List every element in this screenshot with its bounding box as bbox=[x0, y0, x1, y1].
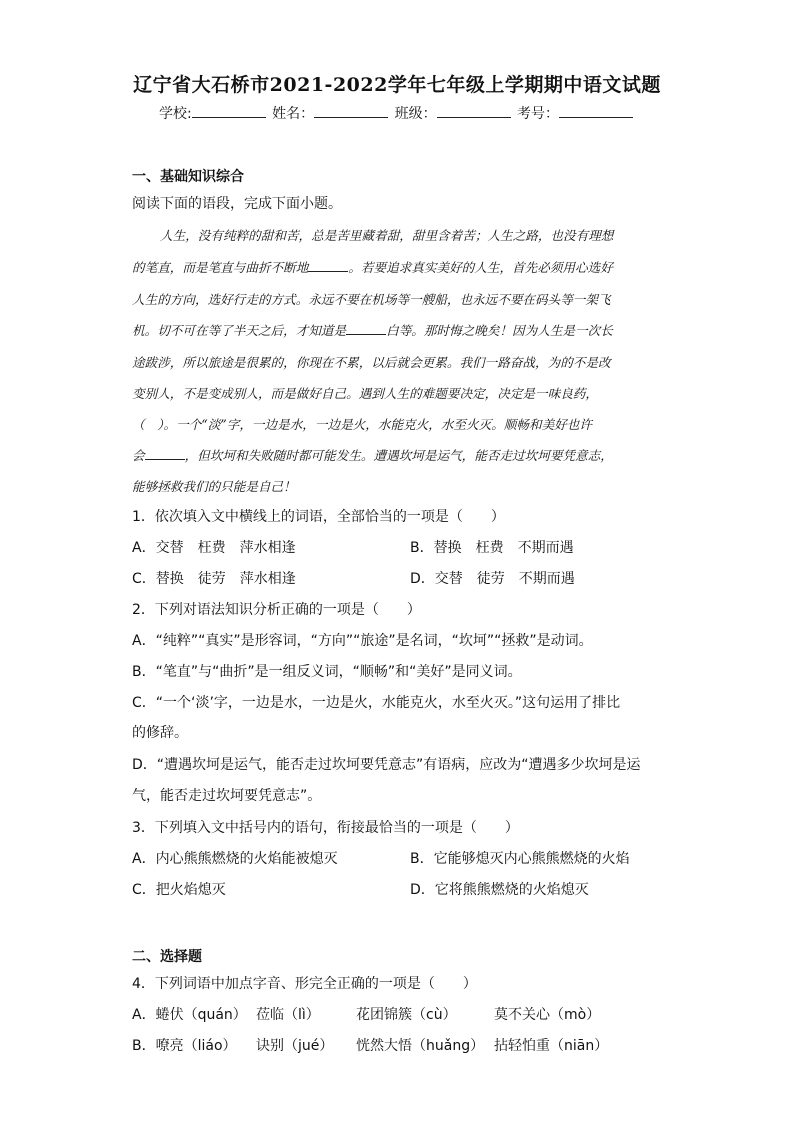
school-label: 学校: bbox=[158, 106, 192, 122]
q4-b-word-1: B．嘹亮（liáo） bbox=[132, 1038, 237, 1054]
q4-a-word-4: 莫不关心（mò） bbox=[494, 1007, 601, 1023]
passage-line: 能够拯救我们的只能是自己！ bbox=[132, 479, 296, 494]
student-info-row bbox=[0, 103, 794, 123]
q2-option-c-cont: 的修辞。 bbox=[132, 725, 188, 741]
fill-blank-1 bbox=[308, 261, 348, 272]
q4-a-word-1: A．蜷伏（quán） bbox=[132, 1007, 247, 1023]
question-4-stem: 4．下列词语中加点字音、形完全正确的一项是（ ） bbox=[132, 976, 477, 992]
q1-option-a[interactable]: A．交替 枉费 萍水相逢 bbox=[132, 540, 296, 556]
passage-text: 机。切不可在等了半天之后，才知道是 bbox=[132, 323, 347, 338]
passage-text: ，但坎坷和失败随时都可能发生。遭遇坎坷是运气，能否走过坎坷要凭意志， bbox=[184, 448, 613, 463]
school-blank[interactable] bbox=[192, 105, 266, 118]
q4-a-word-2: 莅临（lì） bbox=[256, 1007, 320, 1023]
class-blank[interactable] bbox=[437, 105, 511, 118]
fill-blank-2 bbox=[346, 324, 386, 335]
q2-option-b[interactable]: B．“笔直”与“曲折”是一组反义词，“顺畅”和“美好”是同义词。 bbox=[132, 664, 522, 680]
fill-blank-3 bbox=[145, 449, 185, 460]
q4-option-a[interactable] bbox=[132, 1004, 624, 1024]
passage-line bbox=[132, 445, 662, 464]
question-2-stem: 2．下列对语法知识分析正确的一项是（ ） bbox=[132, 602, 421, 618]
passage-line: 变别人，不是变成别人，而是做好自己。遇到人生的难题要决定，决定是一味良药， bbox=[132, 386, 598, 401]
section-intro: 阅读下面的语段，完成下面小题。 bbox=[132, 196, 342, 212]
passage-line bbox=[132, 320, 662, 339]
question-3-stem: 3．下列填入文中括号内的语句，衔接最恰当的一项是（ ） bbox=[132, 820, 519, 836]
name-blank[interactable] bbox=[314, 105, 388, 118]
q2-option-d[interactable]: D．“遭遇坎坷是运气，能否走过坎坷要凭意志”有语病，应改为“遭遇多少坎坷是运 bbox=[132, 757, 641, 773]
question-1-stem: 1．依次填入文中横线上的词语，全部恰当的一项是（ ） bbox=[132, 509, 505, 525]
q4-b-word-2: 诀别（jué） bbox=[256, 1038, 334, 1054]
name-label: 姓名： bbox=[272, 106, 315, 122]
q3-option-a[interactable]: A．内心熊熊燃烧的火焰能被熄灭 bbox=[132, 851, 338, 867]
q4-a-word-3: 花团锦簇（cù） bbox=[356, 1007, 457, 1023]
section-heading-1: 一、基础知识综合 bbox=[132, 169, 244, 185]
q4-b-word-3: 恍然大悟（huǎng） bbox=[356, 1038, 485, 1054]
section-heading-2: 二、选择题 bbox=[132, 949, 202, 965]
class-label: 班级： bbox=[394, 106, 437, 122]
passage-line: （ ）。一个“淡”字，一边是水，一边是火，水能克火，水至火灭。顺畅和美好也许 bbox=[132, 417, 592, 432]
q1-option-b[interactable]: B．替换 枉费 不期而遇 bbox=[410, 540, 574, 556]
passage-line: 途跋涉，所以旅途是很累的，你现在不累，以后就会更累。我们一路奋战，为的不是改 bbox=[132, 355, 611, 370]
q3-option-d[interactable]: D．它将熊熊燃烧的火焰熄灭 bbox=[410, 882, 589, 898]
id-label: 考号： bbox=[517, 106, 560, 122]
passage-text: 会 bbox=[132, 448, 145, 463]
q2-option-d-cont: 气，能否走过坎坷要凭意志”。 bbox=[132, 788, 322, 804]
id-blank[interactable] bbox=[559, 105, 633, 118]
passage-line: 人生的方向，选好行走的方式。永远不要在机场等一艘船，也永远不要在码头等一架飞 bbox=[132, 292, 611, 307]
q4-option-b[interactable] bbox=[132, 1035, 632, 1055]
passage-line: 人生，没有纯粹的甜和苦，总是苦里藏着甜，甜里含着苦；人生之路，也没有理想 bbox=[160, 228, 614, 243]
passage-text: 的笔直，而是笔直与曲折不断地 bbox=[132, 260, 309, 275]
q3-option-c[interactable]: C．把火焰熄灭 bbox=[132, 882, 226, 898]
q4-b-word-4: 拈轻怕重（niān） bbox=[494, 1038, 609, 1054]
q3-option-b[interactable]: B．它能够熄灭内心熊熊燃烧的火焰 bbox=[410, 851, 630, 867]
page-title: 辽宁省大石桥市2021-2022学年七年级上学期期中语文试题 bbox=[133, 74, 661, 96]
passage-text: 。若要追求真实美好的人生，首先必须用心选好 bbox=[348, 260, 613, 275]
passage-text: 白等。那时悔之晚矣！因为人生是一次长 bbox=[386, 323, 613, 338]
q2-option-c[interactable]: C．“一个‘淡’字，一边是水，一边是火，水能克火，水至火灭。”这句运用了排比 bbox=[132, 695, 621, 711]
passage-line bbox=[132, 257, 662, 276]
q2-option-a[interactable]: A．“纯粹”“真实”是形容词，“方向”“旅途”是名词，“坎坷”“拯救”是动词。 bbox=[132, 633, 593, 649]
q1-option-d[interactable]: D．交替 徒劳 不期而遇 bbox=[410, 571, 575, 587]
q1-option-c[interactable]: C．替换 徒劳 萍水相逢 bbox=[132, 571, 296, 587]
